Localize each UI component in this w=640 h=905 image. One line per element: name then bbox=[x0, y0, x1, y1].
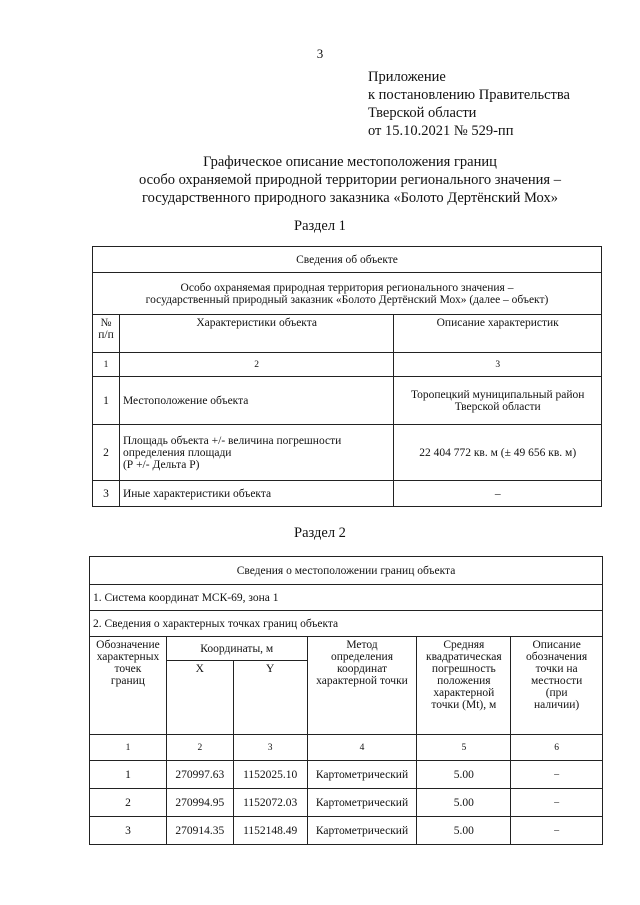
coord-x: 270914.35 bbox=[166, 817, 233, 845]
header-line: границ bbox=[110, 675, 145, 687]
header-method bbox=[307, 637, 417, 735]
coord-y: 1152148.49 bbox=[233, 817, 307, 845]
header-line: точки (Mt), м bbox=[431, 699, 497, 711]
header-coordinates: Координаты, м bbox=[166, 637, 307, 661]
error-value: 5.00 bbox=[417, 817, 511, 845]
header-error bbox=[417, 637, 511, 735]
heading-line: государственного природного заказника «Болото Дертёнский Мох» bbox=[142, 190, 558, 206]
coord-y: 1152072.03 bbox=[233, 789, 307, 817]
header-line: погрешность bbox=[431, 663, 496, 675]
column-index: 1 bbox=[90, 735, 167, 761]
row-number: 1 bbox=[93, 377, 120, 425]
header-y: Y bbox=[233, 661, 307, 735]
table-title: Сведения об объекте bbox=[93, 247, 602, 273]
object-name-line: Особо охраняемая природная территория регионального значения – bbox=[180, 281, 514, 294]
table-row bbox=[90, 817, 603, 845]
header-x: X bbox=[166, 661, 233, 735]
header-point-description bbox=[511, 637, 603, 735]
table-row bbox=[90, 761, 603, 789]
appendix-line: от 15.10.2021 № 529-пп bbox=[368, 123, 514, 139]
table-title: Сведения о местоположении границ объекта bbox=[90, 557, 603, 585]
column-index: 3 bbox=[233, 735, 307, 761]
header-line: Описание bbox=[532, 639, 581, 651]
column-index: 2 bbox=[166, 735, 233, 761]
header-line: обозначения bbox=[526, 651, 588, 663]
section2-title: Раздел 2 bbox=[294, 525, 346, 541]
header-line: (при bbox=[545, 687, 568, 699]
header-characteristics: Характеристики объекта bbox=[119, 315, 393, 353]
characteristic-value: – bbox=[394, 481, 602, 507]
coord-y: 1152025.10 bbox=[233, 761, 307, 789]
header-line: квадратическая bbox=[426, 651, 502, 663]
method: Картометрический bbox=[307, 817, 417, 845]
characteristic-name bbox=[119, 425, 393, 481]
header-line: точек bbox=[114, 663, 142, 675]
header-line: точки на bbox=[535, 663, 578, 675]
appendix-line: к постановлению Правительства bbox=[368, 87, 570, 103]
heading-line: Графическое описание местоположения границ bbox=[203, 154, 497, 170]
name-line: Площадь объекта +/- величина погрешности bbox=[122, 434, 342, 447]
coord-x: 270994.95 bbox=[166, 789, 233, 817]
header-line: координат bbox=[336, 663, 388, 675]
header-line: Метод bbox=[346, 639, 378, 651]
characteristic-name: Местоположение объекта bbox=[119, 377, 393, 425]
header-line: наличии) bbox=[534, 699, 580, 711]
method: Картометрический bbox=[307, 789, 417, 817]
name-line: определения площади bbox=[122, 446, 232, 459]
header-line: характерной точки bbox=[316, 675, 408, 687]
name-line: (Р +/- Дельта Р) bbox=[122, 458, 200, 471]
column-index: 5 bbox=[417, 735, 511, 761]
point-description: – bbox=[511, 789, 603, 817]
header-line: характерных bbox=[96, 651, 160, 663]
method: Картометрический bbox=[307, 761, 417, 789]
coord-x: 270997.63 bbox=[166, 761, 233, 789]
object-name-line: государственный природный заказник «Болото Дертёнский Мох» (далее – объект) bbox=[145, 293, 549, 306]
header-num bbox=[93, 315, 120, 353]
point-id: 2 bbox=[90, 789, 167, 817]
value-line: Тверской области bbox=[454, 400, 541, 413]
header-line: положения bbox=[437, 675, 491, 687]
header-description: Описание характеристик bbox=[394, 315, 602, 353]
point-description: – bbox=[511, 761, 603, 789]
row-number: 2 bbox=[93, 425, 120, 481]
column-index: 6 bbox=[511, 735, 603, 761]
characteristic-value: 22 404 772 кв. м (± 49 656 кв. м) bbox=[394, 425, 602, 481]
page-number: 3 bbox=[316, 46, 324, 61]
error-value: 5.00 bbox=[417, 761, 511, 789]
characteristic-value bbox=[394, 377, 602, 425]
column-index: 2 bbox=[119, 353, 393, 377]
header-line: характерной bbox=[433, 687, 495, 699]
boundary-points-table bbox=[89, 556, 603, 845]
point-id: 3 bbox=[90, 817, 167, 845]
column-index: 4 bbox=[307, 735, 417, 761]
appendix-block bbox=[368, 68, 570, 140]
appendix-line: Тверской области bbox=[368, 105, 477, 121]
header-num-line: п/п bbox=[98, 329, 114, 341]
object-info-table bbox=[92, 246, 602, 507]
header-line: Обозначение bbox=[96, 639, 160, 651]
header-num-line: № bbox=[100, 317, 112, 329]
table-row bbox=[90, 789, 603, 817]
heading-line: особо охраняемой природной территории регионального значения – bbox=[139, 172, 561, 188]
column-index: 1 bbox=[93, 353, 120, 377]
header-designation bbox=[90, 637, 167, 735]
value-line: Торопецкий муниципальный район bbox=[410, 388, 585, 401]
object-name-cell bbox=[93, 273, 602, 315]
header-line: местности bbox=[530, 675, 583, 687]
column-index: 3 bbox=[394, 353, 602, 377]
row-number: 3 bbox=[93, 481, 120, 507]
section1-title: Раздел 1 bbox=[294, 218, 346, 234]
points-section-title: 2. Сведения о характерных точках границ объекта bbox=[90, 611, 603, 637]
appendix-line: Приложение bbox=[368, 69, 446, 85]
error-value: 5.00 bbox=[417, 789, 511, 817]
coordinate-system: 1. Система координат МСК-69, зона 1 bbox=[90, 585, 603, 611]
characteristic-name: Иные характеристики объекта bbox=[119, 481, 393, 507]
header-line: определения bbox=[330, 651, 393, 663]
point-id: 1 bbox=[90, 761, 167, 789]
point-description: – bbox=[511, 817, 603, 845]
document-heading bbox=[40, 153, 640, 207]
header-line: Средняя bbox=[443, 639, 485, 651]
